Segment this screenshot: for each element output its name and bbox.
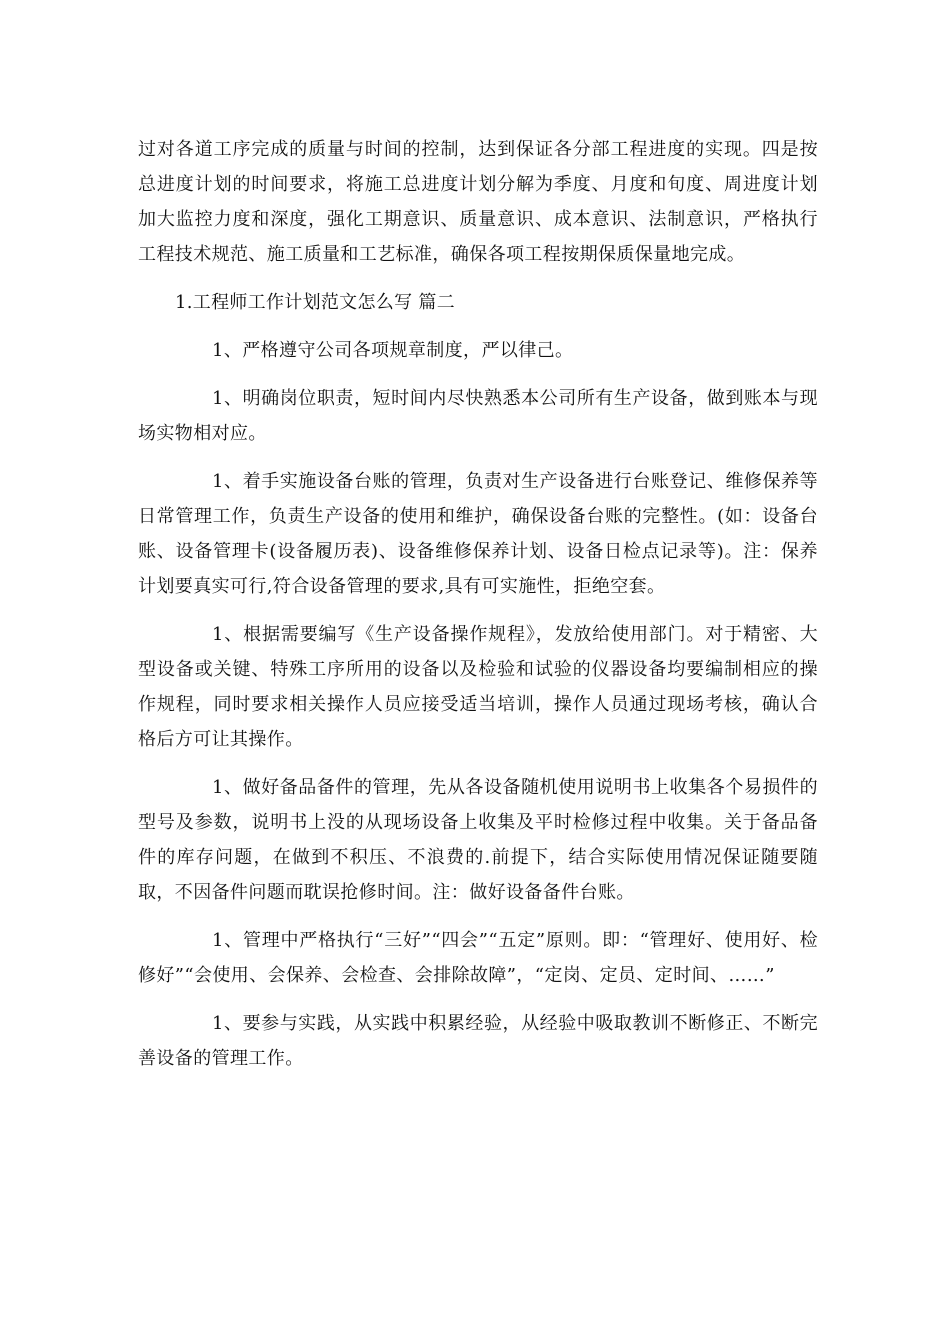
spacer — [138, 272, 818, 285]
list-item: 1、要参与实践，从实践中积累经验，从经验中吸取教训不断修正、不断完善设备的管理工作。 — [138, 1013, 818, 1069]
document-body — [138, 132, 818, 1076]
list-item: 1、严格遵守公司各项规章制度，严以律己。 — [212, 340, 574, 361]
spacer — [138, 757, 818, 770]
spacer — [138, 604, 818, 617]
section-heading: 1.工程师工作计划范文怎么写 篇二 — [175, 292, 455, 313]
spacer — [138, 993, 818, 1006]
intro-paragraph: 过对各道工序完成的质量与时间的控制，达到保证各分部工程进度的实现。四是按总进度计划的时间要求，将施工总进度计划分解为季度、月度和旬度、周进度计划加大监控力度和深度，强化工期意识、质量意识、成本意识、法制意识，严格执行工程技术规范、施工质量和工艺标准，确保各项工程按期保质保量地完成。 — [138, 139, 818, 265]
list-item: 1、根据需要编写《生产设备操作规程》，发放给使用部门。对于精密、大型设备或关键、特殊工序所用的设备以及检验和试验的仪器设备均要编制相应的操作规程，同时要求相关操作人员应接受适当培训，操作人员通过现场考核，确认合格后方可让其操作。 — [138, 624, 818, 750]
spacer — [138, 910, 818, 923]
spacer — [138, 451, 818, 464]
list-item: 1、管理中严格执行“三好”“四会”“五定”原则。即：“管理好、使用好、检修好”“会使用、会保养、会检查、会排除故障”，“定岗、定员、定时间、……” — [138, 930, 818, 986]
spacer — [138, 368, 818, 381]
list-item: 1、着手实施设备台账的管理，负责对生产设备进行台账登记、维修保养等日常管理工作，负责生产设备的使用和维护，确保设备台账的完整性。(如：设备台账、设备管理卡(设备履历表)、设备维修保养计划、设备日检点记录等)。注：保养计划要真实可行,符合设备管理的要求,具有可实施性，拒绝空套。 — [138, 471, 818, 597]
spacer — [138, 320, 818, 333]
list-item: 1、做好备品备件的管理，先从各设备随机使用说明书上收集各个易损件的型号及参数，说明书上没的从现场设备上收集及平时检修过程中收集。关于备品备件的库存问题，在做到不积压、不浪费的.前提下，结合实际使用情况保证随要随取，不因备件问题而耽误抢修时间。注：做好设备备件台账。 — [138, 777, 818, 903]
list-item: 1、明确岗位职责，短时间内尽快熟悉本公司所有生产设备，做到账本与现场实物相对应。 — [138, 388, 818, 444]
